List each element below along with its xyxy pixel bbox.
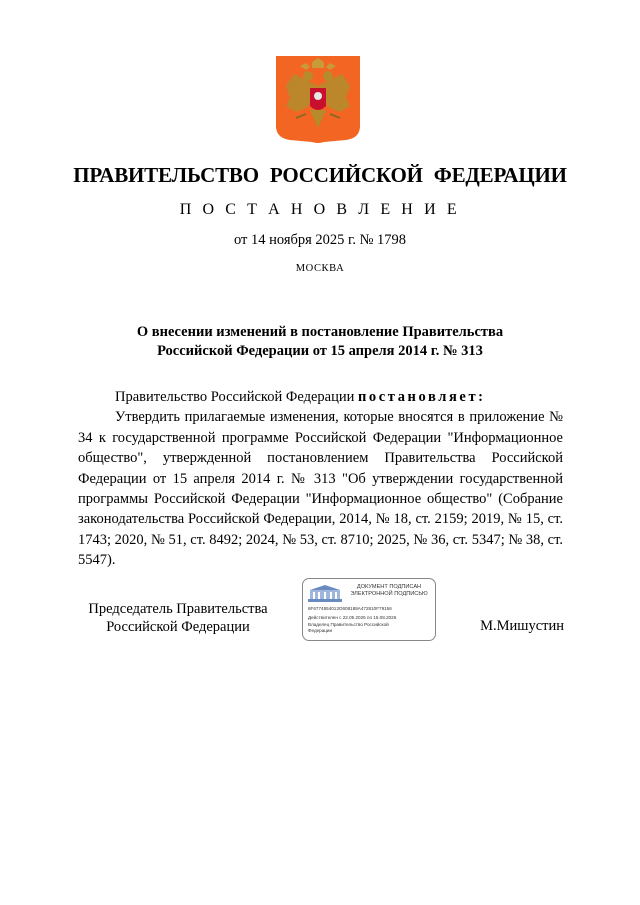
government-title: ПРАВИТЕЛЬСТВО РОССИЙСКОЙ ФЕДЕРАЦИИ bbox=[73, 163, 567, 187]
signer-position bbox=[78, 600, 278, 636]
stamp-title-line-2: ЭЛЕКТРОННОЙ ПОДПИСЬЮ bbox=[350, 591, 428, 598]
stamp-title-line-1: ДОКУМЕНТ ПОДПИСАН bbox=[356, 584, 422, 590]
subject-line-2: Российской Федерации от 15 апреля 2014 г. № 313 bbox=[157, 343, 483, 359]
stamp-title bbox=[345, 584, 433, 598]
document-body bbox=[78, 387, 563, 571]
stamp-owner-line-2: Федерации bbox=[308, 628, 333, 633]
stamp-validity: Действителен с 22.05.2025 по 15.08.2026 bbox=[308, 615, 397, 620]
resolution-paragraph bbox=[78, 387, 563, 407]
signer-position-line-2: Российской Федерации bbox=[106, 619, 250, 635]
document-city: МОСКВА bbox=[295, 263, 345, 274]
subject-line-1: О внесении изменений в постановление Правительства bbox=[136, 324, 504, 340]
document-date-number: от 14 ноября 2025 г. № 1798 bbox=[233, 232, 407, 248]
document-subject bbox=[80, 323, 560, 361]
document-type: П О С Т А Н О В Л Е Н И Е bbox=[179, 201, 461, 218]
electronic-signature-stamp bbox=[302, 578, 436, 641]
signer-position-line-1: Председатель Правительства bbox=[88, 601, 268, 617]
coat-of-arms-icon bbox=[276, 56, 360, 144]
resolution-intro: Правительство Российской Федерации bbox=[115, 389, 358, 405]
amendment-paragraph: Утвердить прилагаемые изменения, которые вносятся в приложение № 34 к государственной программе Российской Федерации "Информационное общество", утвержденной постановлением Правительства Российской Федерации от 15 апреля 2014 г. № 313 "Об утверждении государственной программы Российской Федерации "Информационное общество" (Собрание законодательства Российской Федерации, 2014, № 18, ст. 2159; 2019, № 15, ст. 1743; 2020, № 51, ст. 8492; 2024, № 53, ст. 8710; 2025, № 36, ст. 5347; № 38, ст. 5547). bbox=[78, 409, 563, 569]
stamp-owner-line-1: Владелец Правительство Российской bbox=[308, 622, 389, 627]
resolution-verb: постановляет: bbox=[357, 389, 486, 405]
stamp-certificate: 6F6774854013O608188A472810F79156 bbox=[308, 606, 392, 611]
signer-name: М.Мишустин bbox=[480, 618, 564, 634]
government-building-icon bbox=[308, 584, 342, 602]
